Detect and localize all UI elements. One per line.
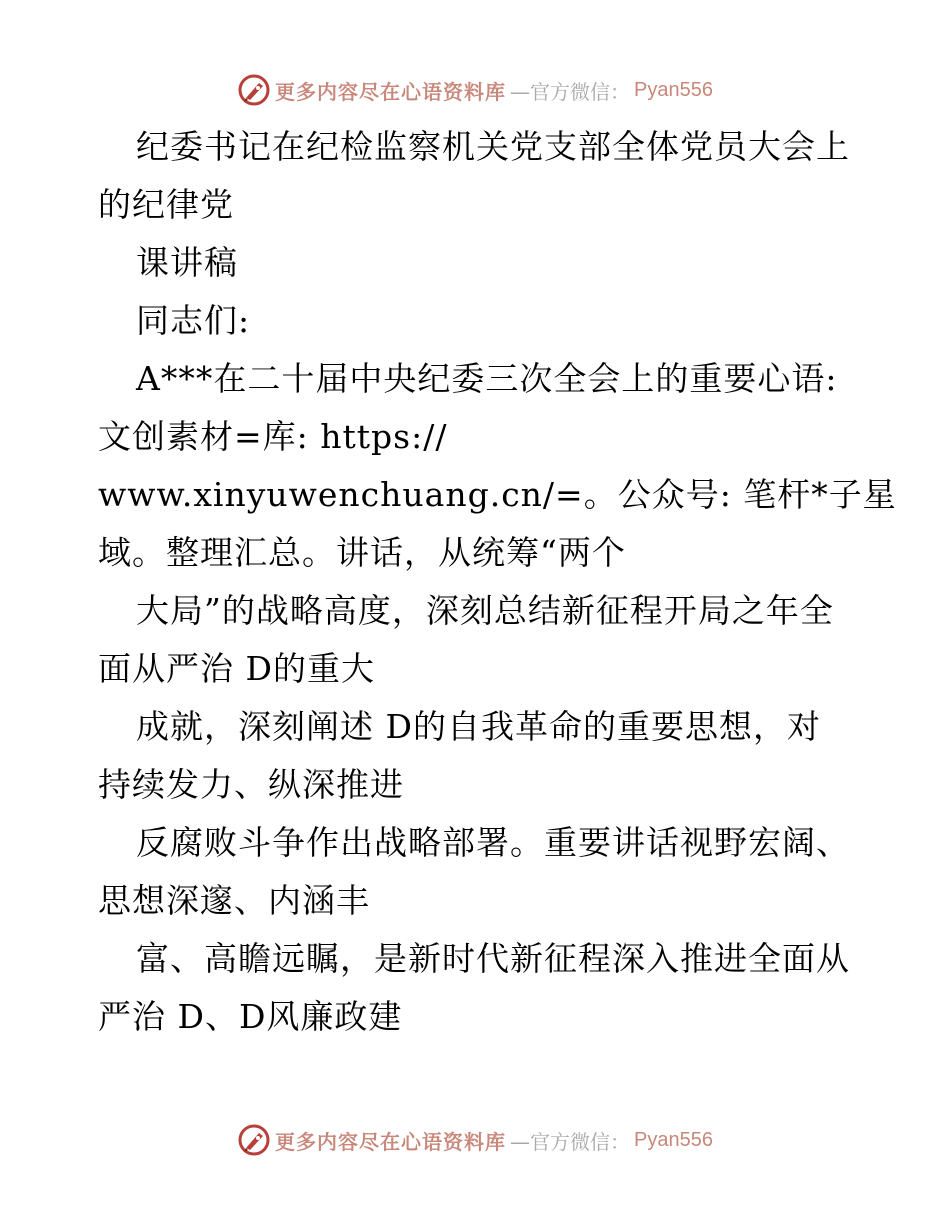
footer-wechat-id: Pyan556 — [634, 1128, 713, 1151]
header-brand-text: 更多内容尽在心语资料库 — [275, 79, 507, 104]
footer-official-label: —官方微信： — [510, 1129, 631, 1154]
paragraph-line: 成就，深刻阐述 D的自我革命的重要思想，对 — [136, 707, 821, 746]
salutation: 同志们: — [136, 301, 251, 340]
footer-banner — [0, 1120, 950, 1160]
header-wechat-id: Pyan556 — [634, 78, 713, 101]
footer-brand-text: 更多内容尽在心语资料库 — [275, 1129, 507, 1154]
header-official-label: —官方微信： — [510, 79, 631, 104]
paragraph-line: A***在二十届中央纪委三次全会上的重要心语: — [136, 359, 838, 398]
document-body — [98, 118, 897, 1046]
paragraph-line: 域。整理汇总。讲话，从统筹“两个 — [98, 533, 626, 572]
paragraph-line: 富、高瞻远瞩，是新时代新征程深入推进全面从 — [136, 939, 850, 978]
title-line-2: 的纪律党 — [98, 185, 234, 224]
pen-logo-icon — [237, 1123, 271, 1157]
pen-logo-icon — [237, 73, 271, 107]
paragraph-line: 文创素材=库: https:// — [98, 417, 448, 456]
title-line-1: 纪委书记在纪检监察机关党支部全体党员大会上 — [136, 127, 850, 166]
paragraph-line: 持续发力、纵深推进 — [98, 765, 404, 804]
paragraph-line: 严治 D、D风廉政建 — [98, 997, 403, 1036]
title-line-3: 课讲稿 — [136, 243, 238, 282]
header-banner — [0, 70, 950, 110]
paragraph-line: 面从严治 D的重大 — [98, 649, 375, 688]
paragraph-line: 反腐败斗争作出战略部署。重要讲话视野宏阔、 — [136, 823, 850, 862]
paragraph-line: 大局”的战略高度，深刻总结新征程开局之年全 — [136, 591, 834, 630]
paragraph-line: www.xinyuwenchuang.cn/=。公众号: 笔杆*子星 — [98, 475, 897, 514]
paragraph-line: 思想深邃、内涵丰 — [98, 881, 370, 920]
